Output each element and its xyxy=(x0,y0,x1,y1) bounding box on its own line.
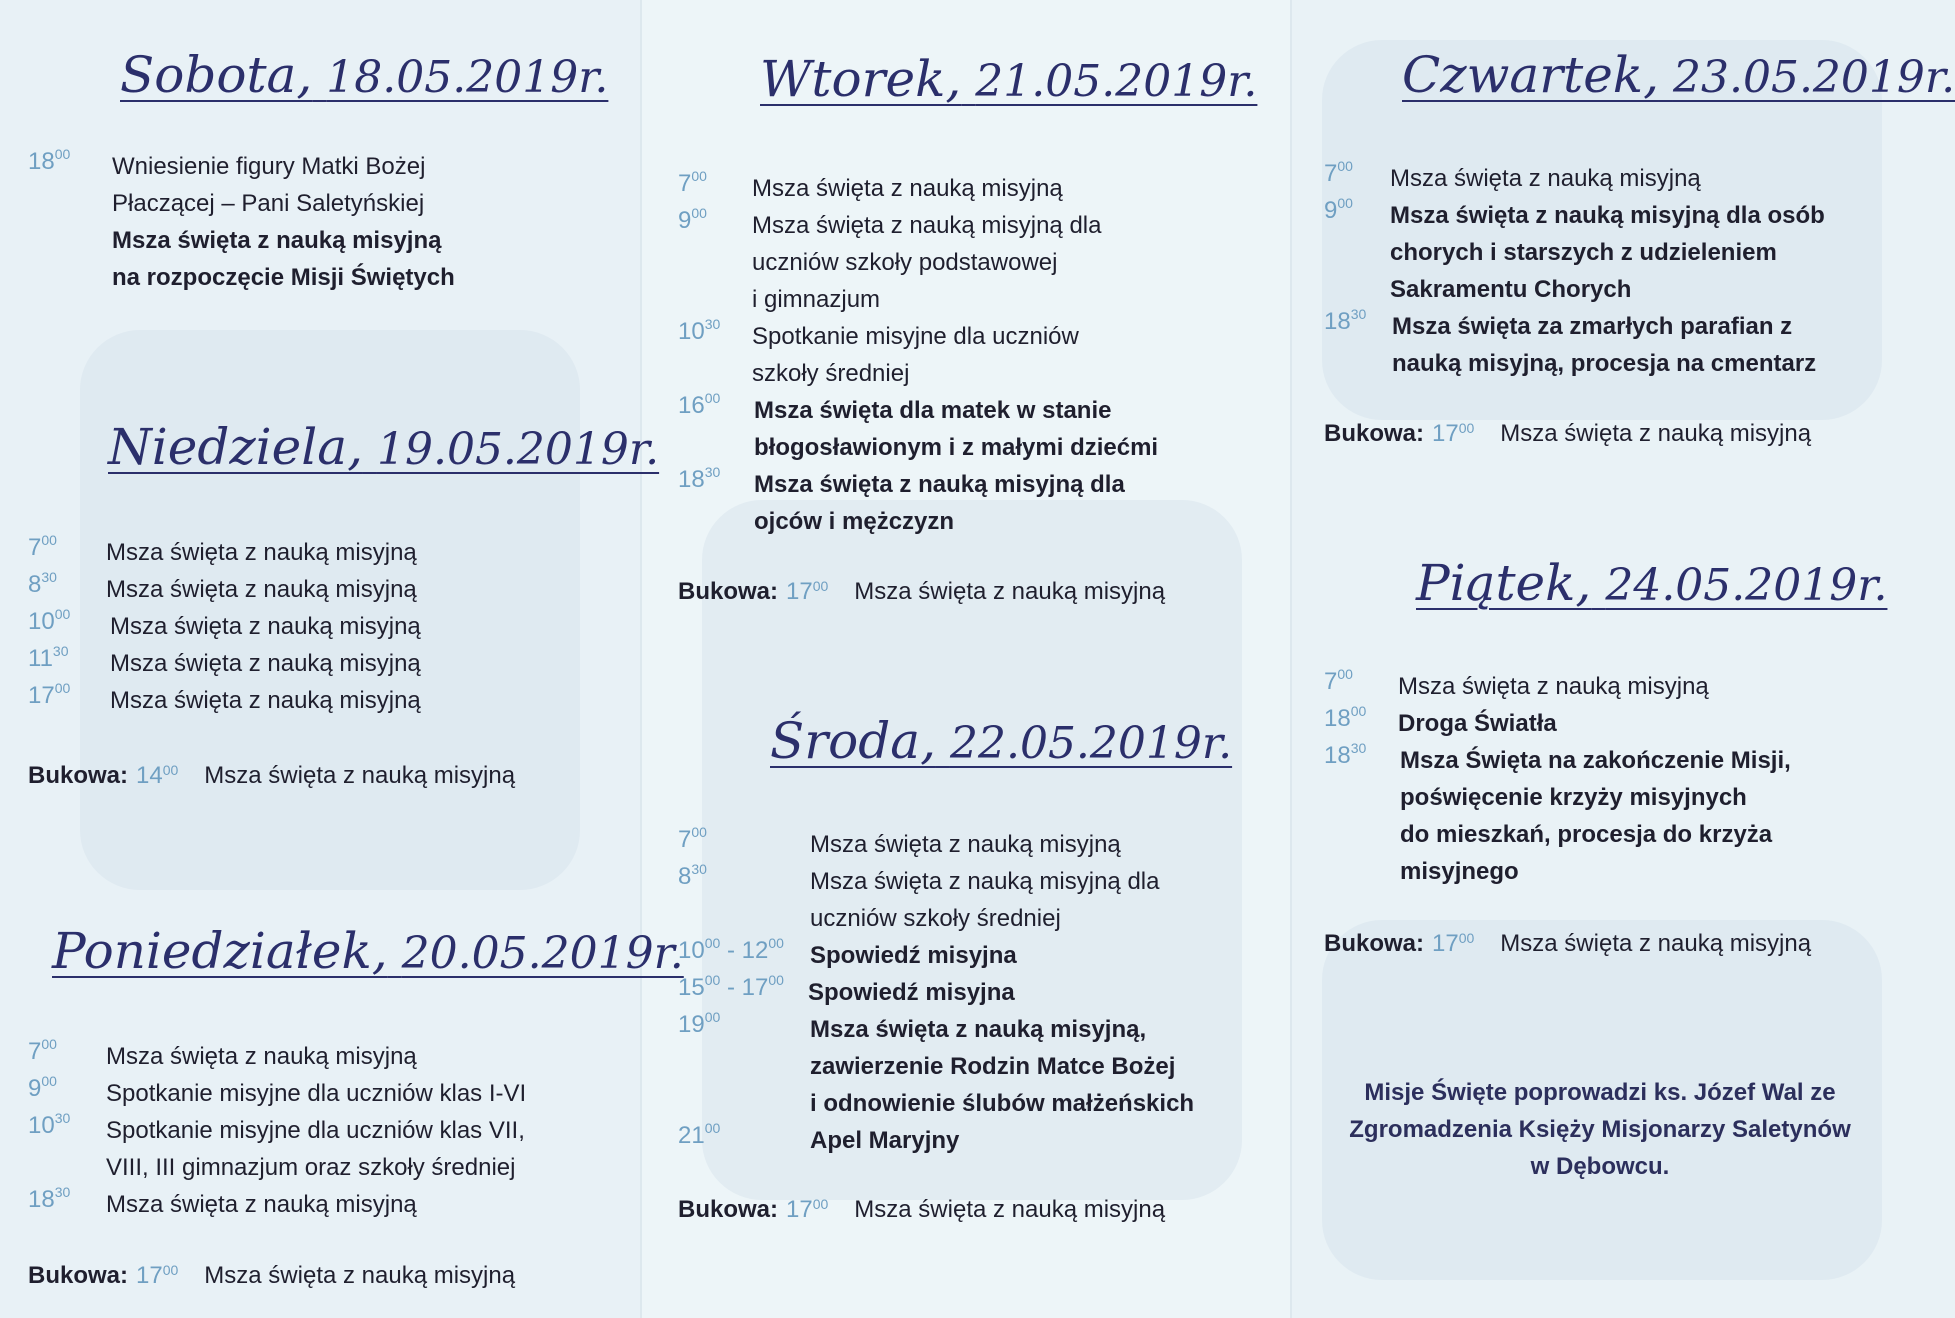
schedule-item: $8^{30}$ Msza święta z nauką misyjną xyxy=(28,569,417,603)
schedule-item: $18^{30}$ Msza Święta na zakończenie Misji, poświęcenie krzyży misyjnych do mieszkań, procesja do krzyża misyjnego xyxy=(1324,740,1791,885)
schedule-item: $10^{30}$ Spotkanie misyjne dla uczniów klas VII, VIII, III gimnazjum oraz szkoły średniej xyxy=(28,1110,525,1181)
bukowa-line: Bukowa: $17^{00}$ Msza święta z nauką misyjną xyxy=(1324,420,1812,447)
heading-sroda: Środa, 22.05.2019r. xyxy=(770,712,1233,770)
heading-niedziela: Niedziela, 19.05.2019r. xyxy=(108,418,660,476)
heading-wtorek: Wtorek, 21.05.2019r. xyxy=(760,50,1258,108)
schedule-item: $7^{00}$ Msza święta z nauką misyjną xyxy=(1324,158,1701,192)
heading-poniedzialek: Poniedziałek, 20.05.2019r. xyxy=(52,922,684,980)
schedule-item: $21^{00}$ Apel Maryjny xyxy=(678,1120,960,1154)
schedule-item: $8^{30}$ Msza święta z nauką misyjną dla uczniów szkoły średniej xyxy=(678,861,1160,932)
schedule-item: $9^{00}$ Msza święta z nauką misyjną dla osób chorych i starszych z udzieleniem Sakramentu Chorych xyxy=(1324,195,1825,303)
schedule-item: $18^{30}$ Msza święta z nauką misyjną xyxy=(28,1184,417,1218)
schedule-item: $15^{00} - 17^{00}$ Spowiedź misyjna xyxy=(678,972,1015,1006)
heading-czwartek: Czwartek, 23.05.2019r. xyxy=(1402,46,1955,104)
bukowa-line: Bukowa: $17^{00}$ Msza święta z nauką misyjną xyxy=(28,1262,516,1289)
schedule-item xyxy=(28,148,455,296)
bukowa-line: Bukowa: $17^{00}$ Msza święta z nauką misyjną xyxy=(678,578,1166,605)
schedule-item: $18^{30}$ Msza święta z nauką misyjną dla ojców i mężczyzn xyxy=(678,464,1125,535)
schedule-item: $17^{00}$ Msza święta z nauką misyjną xyxy=(28,680,421,714)
heading-sobota: Sobota, 18.05.2019r. xyxy=(120,46,609,104)
bukowa-line: Bukowa: $14^{00}$ Msza święta z nauką misyjną xyxy=(28,762,516,789)
schedule-item: $16^{00}$ Msza święta dla matek w stanie błogosławionym i z małymi dziećmi xyxy=(678,390,1159,461)
schedule-item: $19^{00}$ Msza święta z nauką misyjną, zawierzenie Rodzin Matce Bożej i odnowienie ślubów małżeńskich xyxy=(678,1009,1195,1117)
schedule-item: $10^{00} - 12^{00}$ Spowiedź misyjna xyxy=(678,935,1017,969)
schedule-item: $11^{30}$ Msza święta z nauką misyjną xyxy=(28,643,421,677)
schedule-item: $9^{00}$ Spotkanie misyjne dla uczniów klas I-VI xyxy=(28,1073,527,1107)
schedule-item: $18^{30}$ Msza święta za zmarłych parafian z nauką misyjną, procesja na cmentarz xyxy=(1324,306,1817,377)
heading-piatek: Piątek, 24.05.2019r. xyxy=(1416,554,1888,612)
schedule-item: $7^{00}$ Msza święta z nauką misyjną xyxy=(28,532,417,566)
schedule-item: $7^{00}$ Msza święta z nauką misyjną xyxy=(28,1036,417,1070)
activity-text: Wniesienie figury Matki Bożej Płaczącej – Pani Saletyńskiej Msza święta z nauką misyjną na rozpoczęcie Misji Świętych xyxy=(112,153,455,291)
missionary-note: Misje Święte poprowadzi ks. Józef Wal ze Zgromadzenia Księży Misjonarzy Saletynów w Dębowcu. xyxy=(1349,1079,1851,1180)
bukowa-line: Bukowa: $17^{00}$ Msza święta z nauką misyjną xyxy=(678,1196,1166,1223)
time-label: $18^{00}$ xyxy=(28,146,71,175)
schedule-item: $10^{00}$ Msza święta z nauką misyjną xyxy=(28,606,421,640)
bukowa-line: Bukowa: $17^{00}$ Msza święta z nauką misyjną xyxy=(1324,930,1812,957)
schedule-item: $9^{00}$ Msza święta z nauką misyjną dla uczniów szkoły podstawowej i gimnazjum xyxy=(678,205,1102,313)
schedule-item: $7^{00}$ Msza święta z nauką misyjną xyxy=(678,168,1063,202)
schedule-item: $7^{00}$ Msza święta z nauką misyjną xyxy=(1324,666,1709,700)
schedule-item: $18^{00}$ Droga Światła xyxy=(1324,703,1557,737)
schedule-item: $7^{00}$ Msza święta z nauką misyjną xyxy=(678,824,1121,858)
schedule-item: $10^{30}$ Spotkanie misyjne dla uczniów szkoły średniej xyxy=(678,316,1079,387)
